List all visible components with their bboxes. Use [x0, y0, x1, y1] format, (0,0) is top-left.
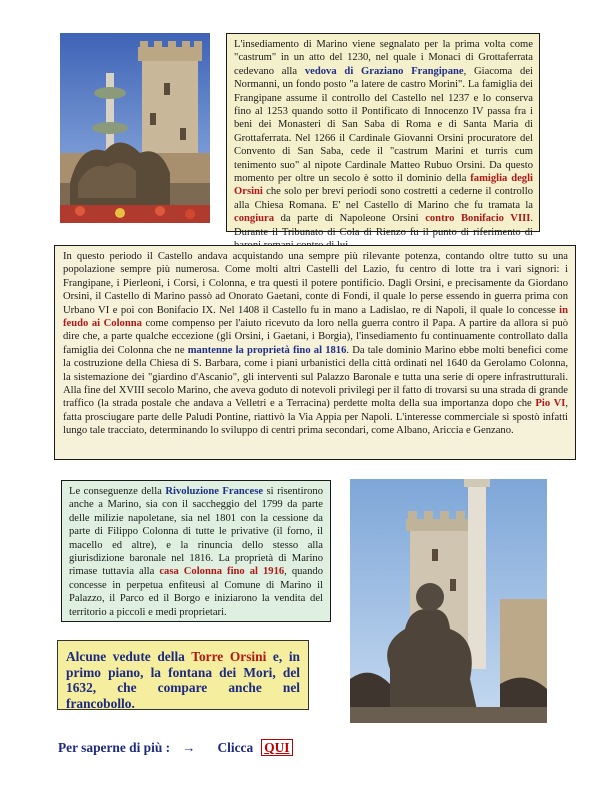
history-text-box-3 [61, 480, 331, 622]
qui-link[interactable]: QUI [261, 739, 292, 756]
box2-text-2: come compenso per l'aiuto ricevuto da loro nella guerra contro il Papa. A partire da allora si può dire che, a parte qualche eccezione (gli Orsini, i Gaetani, i Borgia), l'insediamento fu continuamente controllato dalla famiglia dei Colonna che ne [63, 318, 568, 356]
photo-caption-box [57, 640, 309, 710]
caption-text-1: Alcune vedute della [66, 649, 192, 664]
arrow-right-icon: → [182, 740, 196, 755]
box3-text-3: , quando concesse in perpetua enfiteusi al Comune di Marino il Palazzo, il Parco ed il Borgo e iniziarono la vendita del territorio a piccoli e medi proprietari. [69, 566, 324, 618]
box3-text-1: Le conseguenze della [69, 486, 166, 497]
clicca-label: Clicca [217, 740, 254, 755]
box2-highlight-colonna: in feudo ai Colonna [63, 304, 568, 330]
box3-text-2: si risentirono anche a Marino, sia con il saccheggio del 1799 da parte delle milizie napoletane, sia nel 1801 con la cessione da parte di Filippo Colonna di tutte le privative (il forno, il macello ed altre), e la rinuncia dello stesso alla giurisdizione baronale nel 1816. La proprietà di Marino rimase tuttavia alla [69, 486, 323, 578]
box1-text-3: che solo per brevi periodi sono costretti a cederne il controllo alla Chiesa Romana. E' nel Castello di Marino che fu tramata la [234, 186, 533, 211]
box1-highlight-orsini: famiglia degli Orsini [234, 173, 533, 198]
box1-highlight-congiura: congiura [234, 213, 275, 225]
history-text-box-1 [226, 33, 540, 238]
box1-text-4: da parte di Napoleone Orsini [274, 213, 426, 225]
history-text-box-2 [54, 245, 576, 460]
box2-highlight-proprieta: mantenne la proprietà fino al 1816 [187, 344, 347, 356]
box2-text-4: , fatta prosciugare parte delle Paludi Pontine, riattivò la Via Appia per Napoli. L'interesse commerciale si spostò infatti lungo tale tracciato, determinando lo sviluppo di centri prima secondari, come Albano, Ariccia e Genzano. [63, 398, 568, 437]
box1-text-2: , Giacoma dei Normanni, un fondo posto "a latere de castro Morini". La famiglia dei Frangipane assume il controllo del Castello nel 1237 e lo conserva fino al 1253 quando sotto il Pontificato di Innocenzo IV passa fra i beni dei Monasteri di San Saba di Roma e di Santa Maria di Grottaferrata. Nel 1266 il Cardinale Giovanni Orsini procuratore del Convento di San Saba, cede il "castrum Marini et turris cum tenimento suo" al nipote Cardinale Matteo Rubuo Orsini. Da questo momento per oltre un secolo è sotto il dominio della [234, 65, 533, 185]
box1-highlight-frangipane: vedova di Graziano Frangipane [304, 65, 464, 77]
box1-text-1: L'insediamento di Marino viene segnalato per la prima volta come "castrum" in un atto del 1230, nel quale i Monaci di Grottaferrata cedevano alla [234, 39, 533, 77]
box2-highlight-pio-vi: Pio VI [535, 398, 566, 410]
castle-tower-fountain-photo [60, 33, 210, 223]
more-info-label: Per saperne di più : [58, 740, 171, 755]
box2-text-1: In questo periodo il Castello andava acquistando una sempre più rilevante potenza, contando oltre tutto su una popolazione sempre più numerosa. Come molti altri Castelli del Lazio, fu centro di lotte tra i vari signori: i Frangipane, i Pierleoni, i Corsi, i Colonna, e tra questi il potere pontificio. Dagli Orsini, e precisamente da Giordano Orsini, il Castello di Marino passò ad Onorato Gaetani, conte di Fondi, il quale lo perse essendo in guerra prima con Urbano VI e poi con Bonifacio IX. Nel 1408 il Castello fu in mano a Ladislao, re di Napoli, il quale lo concesse [63, 251, 568, 316]
box1-highlight-bonifacio: contro Bonifacio VIII [425, 213, 531, 225]
more-info-footer [58, 740, 293, 756]
box1-text-5: . Durante il Tribunato di Cola di Rienzo fu il punto di riferimento di [234, 213, 533, 238]
caption-text-2: e, in primo piano, la fontana dei Mori, del 1632, che compare anche nel francobollo. [66, 649, 301, 711]
box2-text-3: . Da tale dominio Marino ebbe molti benefici come la costruzione della Chiesa di S. Barbara, come i piani urbanistici della città ordinati nel 1640 da Gerolamo Colonna, la sistemazione dei "giardino d'Ascanio", gli interventi sul Palazzo Baronale e tutta una serie di opere infrastrutturali. Alla fine del XVIII secolo Marino, che aveva goduto di notevoli privilegi per il fatto di trovarsi su una strada di grande traffico (la strada postale che andava a Velletri e a Terracina) perdette molta della sua importanza dopo che [63, 344, 568, 410]
box3-highlight-rivoluzione: Rivoluzione Francese [165, 486, 264, 497]
box3-highlight-casa-colonna: casa Colonna fino al 1916 [159, 566, 285, 578]
moors-fountain-tower-photo [350, 479, 547, 723]
caption-highlight-torre-orsini: Torre Orsini [191, 649, 267, 664]
